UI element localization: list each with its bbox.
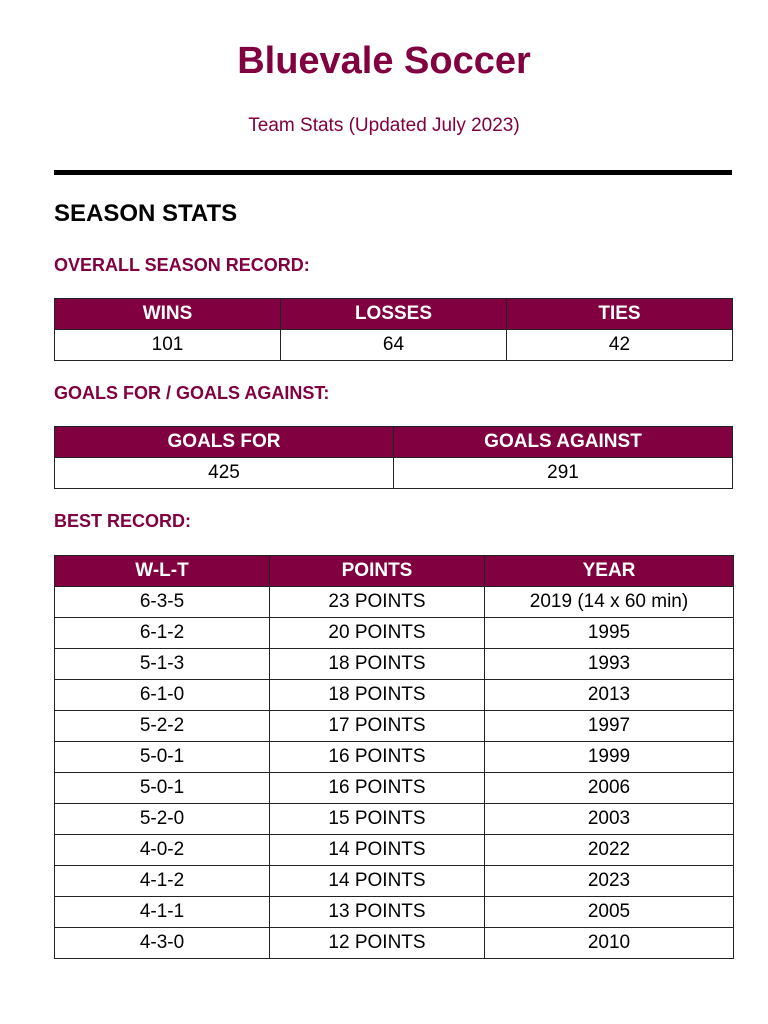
table-cell: 1997 <box>485 711 734 742</box>
table-cell: 18 POINTS <box>270 680 485 711</box>
column-header: TIES <box>507 299 733 330</box>
table-cell: 15 POINTS <box>270 804 485 835</box>
best-record-table <box>54 555 734 959</box>
table-cell: 4-1-2 <box>55 866 270 897</box>
table-cell: 1995 <box>485 618 734 649</box>
table-cell: 13 POINTS <box>270 897 485 928</box>
table-row <box>55 773 734 804</box>
table-cell: 2023 <box>485 866 734 897</box>
table-cell: 5-0-1 <box>55 742 270 773</box>
table-row <box>55 742 734 773</box>
table-cell: 42 <box>507 330 733 361</box>
table-cell: 6-3-5 <box>55 587 270 618</box>
table-row <box>55 866 734 897</box>
table-cell: 5-1-3 <box>55 649 270 680</box>
overall-record-heading: OVERALL SEASON RECORD: <box>54 255 310 275</box>
table-cell: 2005 <box>485 897 734 928</box>
table-cell: 4-3-0 <box>55 928 270 959</box>
table-cell: 20 POINTS <box>270 618 485 649</box>
goals-table <box>54 426 733 489</box>
table-cell: 6-1-0 <box>55 680 270 711</box>
table-row <box>55 330 733 361</box>
column-header: LOSSES <box>281 299 507 330</box>
table-cell: 5-2-0 <box>55 804 270 835</box>
column-header: W-L-T <box>55 556 270 587</box>
column-header: WINS <box>55 299 281 330</box>
table-cell: 5-0-1 <box>55 773 270 804</box>
table-cell: 4-0-2 <box>55 835 270 866</box>
table-cell: 4-1-1 <box>55 897 270 928</box>
table-cell: 425 <box>55 458 394 489</box>
table-cell: 23 POINTS <box>270 587 485 618</box>
table-cell: 2003 <box>485 804 734 835</box>
column-header: YEAR <box>485 556 734 587</box>
table-cell: 16 POINTS <box>270 773 485 804</box>
table-cell: 2022 <box>485 835 734 866</box>
document-subtitle: Team Stats (Updated July 2023) <box>248 115 520 136</box>
table-cell: 14 POINTS <box>270 866 485 897</box>
table-cell: 16 POINTS <box>270 742 485 773</box>
column-header: GOALS FOR <box>55 427 394 458</box>
best-record-heading: BEST RECORD: <box>54 511 192 531</box>
table-cell: 101 <box>55 330 281 361</box>
table-row <box>55 587 734 618</box>
table-row <box>55 835 734 866</box>
table-header-row <box>55 556 734 587</box>
goals-heading: GOALS FOR / GOALS AGAINST: <box>54 383 330 403</box>
table-row <box>55 897 734 928</box>
table-cell: 2010 <box>485 928 734 959</box>
table-cell: 5-2-2 <box>55 711 270 742</box>
overall-record-table <box>54 298 733 361</box>
column-header: POINTS <box>270 556 485 587</box>
table-cell: 64 <box>281 330 507 361</box>
table-row <box>55 649 734 680</box>
header-divider <box>54 170 732 175</box>
column-header: GOALS AGAINST <box>394 427 733 458</box>
table-header-row <box>55 299 733 330</box>
table-cell: 2006 <box>485 773 734 804</box>
table-cell: 1999 <box>485 742 734 773</box>
table-cell: 12 POINTS <box>270 928 485 959</box>
table-cell: 6-1-2 <box>55 618 270 649</box>
section-heading: SEASON STATS <box>54 200 238 227</box>
table-row <box>55 928 734 959</box>
table-cell: 1993 <box>485 649 734 680</box>
table-row <box>55 458 733 489</box>
table-cell: 18 POINTS <box>270 649 485 680</box>
table-cell: 14 POINTS <box>270 835 485 866</box>
table-cell: 17 POINTS <box>270 711 485 742</box>
table-row <box>55 711 734 742</box>
table-cell: 291 <box>394 458 733 489</box>
table-row <box>55 804 734 835</box>
table-header-row <box>55 427 733 458</box>
table-cell: 2019 (14 x 60 min) <box>485 587 734 618</box>
table-row <box>55 618 734 649</box>
document-title: Bluevale Soccer <box>237 40 531 82</box>
table-row <box>55 680 734 711</box>
table-cell: 2013 <box>485 680 734 711</box>
